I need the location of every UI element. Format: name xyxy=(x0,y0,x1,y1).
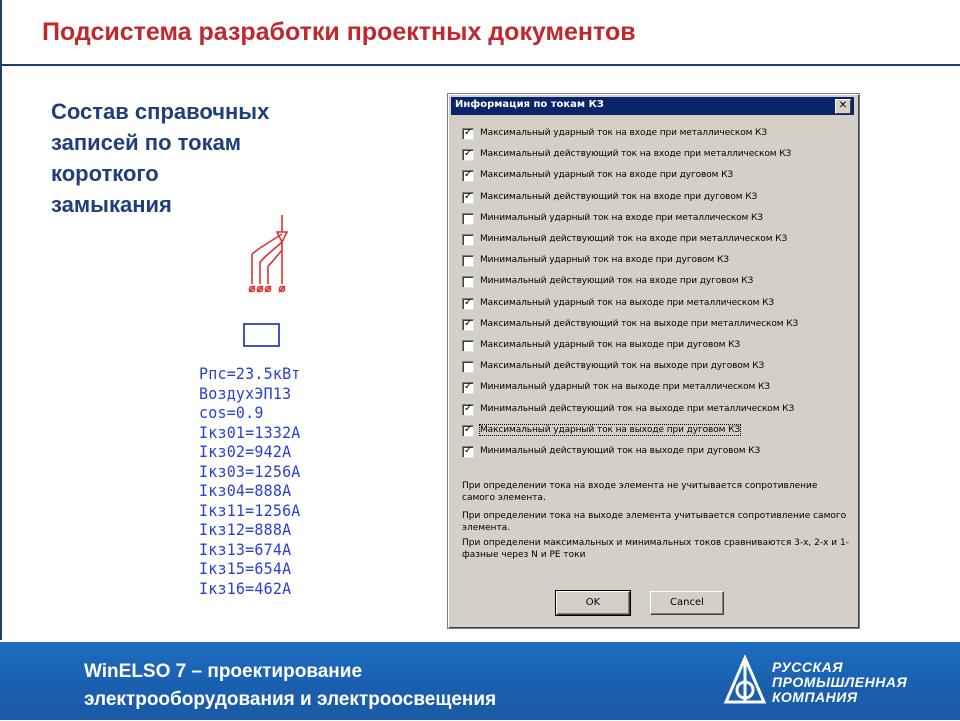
load-box-icon xyxy=(244,324,279,346)
footer-bar xyxy=(0,642,960,720)
checkbox-label: Минимальный ударный ток на входе при металлическом КЗ xyxy=(480,212,763,223)
checkmark-icon: ✓ xyxy=(464,423,473,435)
spec-line: Iкз11=1256А xyxy=(199,501,301,520)
spec-line: Рпс=23.5кВт xyxy=(199,364,301,384)
checkbox-label: Максимальный ударный ток на выходе при металлическом КЗ xyxy=(480,297,775,308)
company-name xyxy=(772,660,907,705)
spec-line: Iкз02=942А xyxy=(199,442,292,462)
cancel-button[interactable]: Cancel xyxy=(650,591,724,615)
ok-button[interactable]: OK xyxy=(556,591,630,615)
note-input-current: При определении тока на входе элемента не учитывается сопротивление самого элемента. xyxy=(462,481,818,503)
subtitle-line: замыкания xyxy=(51,192,172,217)
close-button[interactable] xyxy=(835,99,851,114)
checkbox-label: Минимальный действующий ток на выходе при металлическом КЗ xyxy=(480,403,795,414)
spec-line: Iкз13=674А xyxy=(199,540,292,559)
spec-line: Iкз15=654А xyxy=(199,559,292,579)
spec-line: Iкз12=888А xyxy=(199,520,292,540)
checkbox-label: Минимальный действующий ток на входе при дуговом КЗ xyxy=(480,276,754,287)
checkbox[interactable] xyxy=(462,340,474,352)
footer-line: электрооборудования и электроосвещения xyxy=(84,689,497,710)
close-icon: ✕ xyxy=(838,100,848,111)
checkmark-icon: ✓ xyxy=(464,317,473,329)
logo-line: РУССКАЯ xyxy=(772,659,843,675)
checkbox-label: Максимальный ударный ток на входе при дуговом КЗ xyxy=(480,170,734,181)
company-logo xyxy=(720,650,950,716)
dialog-titlebar[interactable] xyxy=(451,97,854,115)
logo-line: ПРОМЫШЛЕННАЯ xyxy=(772,674,908,690)
spec-line: cos=0.9 xyxy=(199,403,264,423)
checkbox-label: Максимальный ударный ток на входе при металлическом КЗ xyxy=(480,128,768,138)
checkmark-icon: ✓ xyxy=(464,148,473,160)
checkbox[interactable] xyxy=(462,192,474,204)
checkbox-label: Максимальный действующий ток на входе при дуговом КЗ xyxy=(480,191,758,202)
checkbox-label: Максимальный ударный ток на выходе при дуговом КЗ xyxy=(480,424,741,435)
title-divider xyxy=(0,64,960,66)
checkbox[interactable] xyxy=(462,382,474,394)
checkbox-label: Максимальный действующий ток на выходе при металлическом КЗ xyxy=(480,318,799,329)
slide-title: Подсистема разработки проектных документов xyxy=(42,18,636,46)
checkbox[interactable] xyxy=(462,425,474,437)
dialog-title: Информация по токам КЗ xyxy=(455,99,604,110)
checkbox[interactable] xyxy=(462,404,474,416)
checkbox-label: Минимальный действующий ток на выходе при дуговом КЗ xyxy=(480,446,761,456)
left-border-rule xyxy=(0,0,2,640)
logo-line: КОМПАНИЯ xyxy=(772,689,858,705)
checkbox[interactable] xyxy=(462,276,474,288)
spec-line: Iкз16=462А xyxy=(199,579,292,598)
spec-line: Iкз03=1256А xyxy=(199,462,301,481)
checkbox[interactable] xyxy=(462,319,474,331)
checkmark-icon: ✓ xyxy=(464,381,473,393)
footer-line: WinELSO 7 – проектирование xyxy=(84,661,363,682)
checkbox[interactable] xyxy=(462,213,474,225)
checkbox[interactable] xyxy=(462,128,474,140)
checkmark-icon: ✓ xyxy=(464,445,473,456)
subtitle-line: короткого xyxy=(51,161,159,186)
specs-list xyxy=(199,365,339,599)
subtitle-line: Состав справочных xyxy=(51,99,270,124)
checkbox[interactable] xyxy=(462,298,474,310)
note-phase-comparison: При определени максимальных и минимальных токов сравниваются 3-х, 2-х и 1-фазные через N и PE токи xyxy=(462,538,849,560)
checkbox[interactable] xyxy=(462,446,474,458)
checkbox[interactable] xyxy=(462,234,474,246)
checkmark-icon: ✓ xyxy=(464,127,473,138)
checkbox-label: Максимальный действующий ток на выходе при дуговом КЗ xyxy=(480,361,765,372)
checkbox[interactable] xyxy=(462,149,474,161)
checkbox[interactable] xyxy=(462,361,474,373)
footer-caption xyxy=(84,658,496,714)
checkbox-label: Минимальный ударный ток на выходе при металлическом КЗ xyxy=(480,382,770,393)
checkmark-icon: ✓ xyxy=(464,190,473,202)
checkbox-label: Максимальный действующий ток на входе при металлическом КЗ xyxy=(480,149,792,160)
company-emblem-icon xyxy=(720,650,770,716)
circuit-breaker-symbol xyxy=(230,212,300,352)
spec-line: ВоздухЭП13 xyxy=(199,384,292,403)
spec-line: Iкз04=888А xyxy=(199,481,292,501)
checkbox-label: Максимальный ударный ток на выходе при дуговом КЗ xyxy=(480,340,741,350)
checkbox[interactable] xyxy=(462,170,474,182)
short-circuit-info-dialog xyxy=(447,93,860,629)
checkbox-label: Минимальный действующий ток на входе при металлическом КЗ xyxy=(480,234,788,244)
checkbox-label: Минимальный ударный ток на входе при дуговом КЗ xyxy=(480,255,729,266)
note-output-current: При определении тока на выходе элемента учитывается сопротивление самого элемента. xyxy=(462,511,847,533)
spec-line: Iкз01=1332А xyxy=(199,423,301,442)
checkmark-icon: ✓ xyxy=(464,402,473,414)
checkmark-icon: ✓ xyxy=(464,296,473,308)
slide-subtitle xyxy=(51,96,341,220)
checkmark-icon: ✓ xyxy=(464,169,473,181)
checkbox[interactable] xyxy=(462,255,474,267)
subtitle-line: записей по токам xyxy=(51,130,242,155)
